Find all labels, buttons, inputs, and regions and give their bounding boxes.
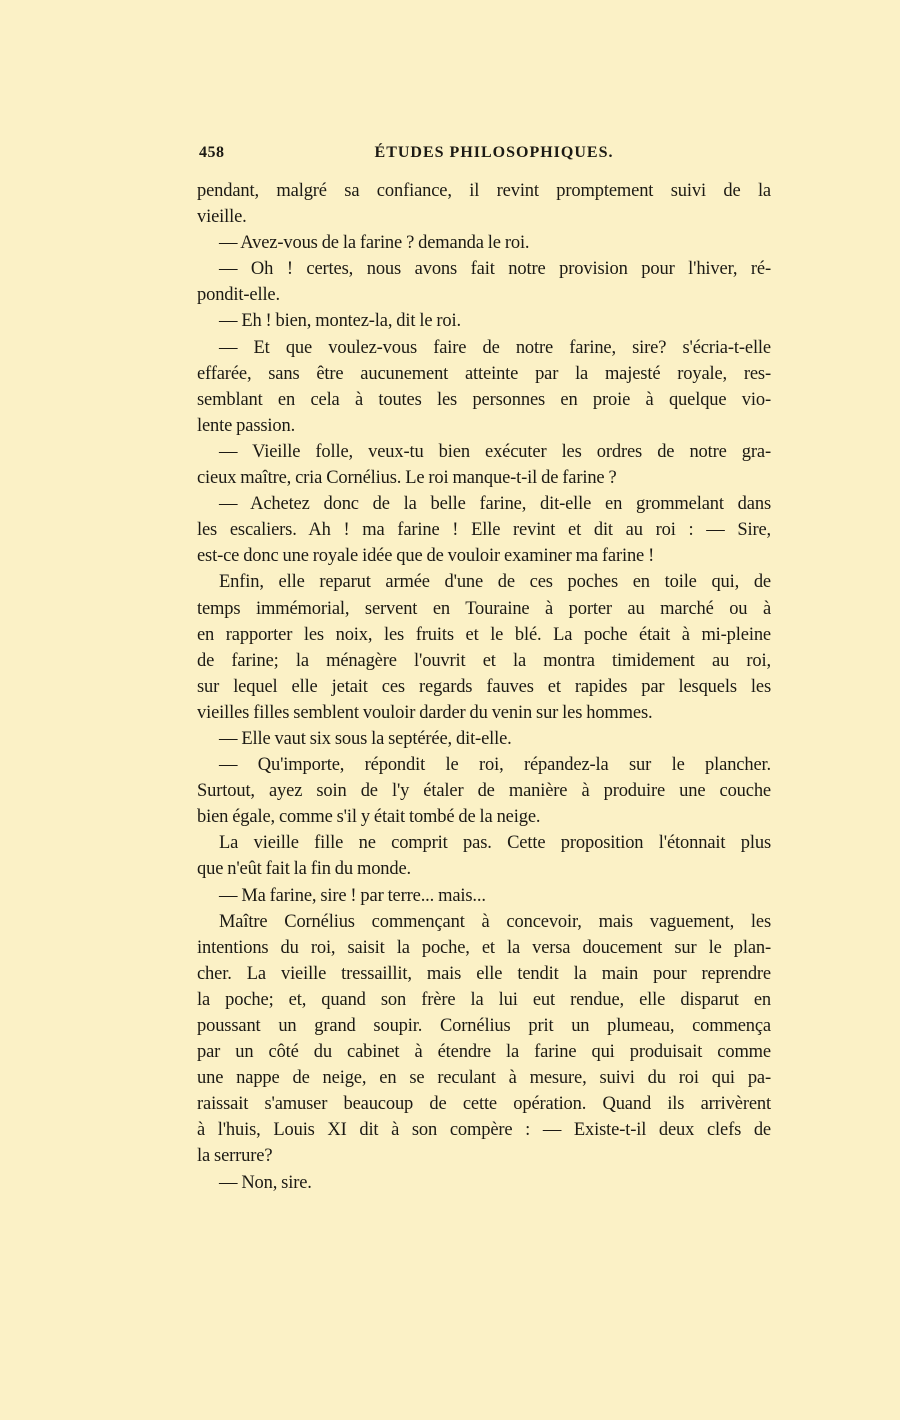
text-line: raissait s'amuser beaucoup de cette opération. Quand ils arrivèrent <box>197 1094 771 1115</box>
text-line: semblant en cela à toutes les personnes en proie à quelque vio- <box>197 389 771 410</box>
text-line: en rapporter les noix, les fruits et le blé. La poche était à mi-pleine <box>197 624 771 645</box>
text-line: cieux maître, cria Cornélius. Le roi manque-t-il de farine ? <box>197 468 617 489</box>
text-line: Maître Cornélius commençant à concevoir, mais vaguement, les <box>219 911 771 932</box>
paragraph <box>197 230 771 256</box>
paragraph <box>197 256 771 308</box>
paragraph <box>197 909 771 1170</box>
text-line: La vieille fille ne comprit pas. Cette proposition l'étonnait plus <box>219 833 771 854</box>
text-line: intentions du roi, saisit la poche, et la versa doucement sur le plan- <box>197 937 771 958</box>
text-line: à l'huis, Louis XI dit à son compère : — Existe-t-il deux clefs de <box>197 1120 771 1141</box>
text-line: les escaliers. Ah ! ma farine ! Elle revint et dit au roi : — Sire, <box>197 520 771 541</box>
text-line: est-ce donc une royale idée que de vouloir examiner ma farine ! <box>197 546 655 567</box>
text-line: — Eh ! bien, montez-la, dit le roi. <box>219 311 461 332</box>
paragraph <box>197 830 771 882</box>
text-line: poussant un grand soupir. Cornélius prit un plumeau, commença <box>197 1016 771 1036</box>
paragraph <box>197 752 771 830</box>
paragraph <box>197 178 771 230</box>
text-line: — Achetez donc de la belle farine, dit-elle en grommelant dans <box>219 494 771 515</box>
text-line: lente passion. <box>197 415 296 436</box>
paragraph <box>197 491 771 569</box>
text-line: — Elle vaut six sous la septérée, dit-elle. <box>219 728 512 749</box>
page-body-text <box>197 178 771 1196</box>
paragraph <box>197 726 771 752</box>
text-line: effarée, sans être aucunement atteinte par la majesté royale, res- <box>197 363 771 384</box>
page-header <box>197 144 771 168</box>
text-line: — Vieille folle, veux-tu bien exécuter les ordres de notre gra- <box>219 441 771 462</box>
paragraph <box>197 569 771 726</box>
paragraph <box>197 335 771 439</box>
text-line: vieille. <box>197 207 247 228</box>
text-line: pendant, malgré sa confiance, il revint promptement suivi de la <box>197 181 771 201</box>
paragraph <box>197 883 771 909</box>
text-line: la serrure? <box>197 1146 273 1167</box>
running-title: ÉTUDES PHILOSOPHIQUES. <box>374 144 614 161</box>
page-number: 458 <box>199 144 225 161</box>
text-line: — Et que voulez-vous faire de notre farine, sire? s'écria-t-elle <box>219 337 771 358</box>
paragraph <box>197 308 771 334</box>
text-line: cher. La vieille tressaillit, mais elle tendit la main pour reprendre <box>197 963 771 984</box>
text-line: — Non, sire. <box>219 1172 312 1193</box>
text-line: Enfin, elle reparut armée d'une de ces poches en toile qui, de <box>219 572 771 593</box>
text-line: — Qu'importe, répondit le roi, répandez-la sur le plancher. <box>219 755 771 776</box>
text-line: — Oh ! certes, nous avons fait notre provision pour l'hiver, ré- <box>219 259 771 280</box>
text-line: bien égale, comme s'il y était tombé de la neige. <box>197 807 541 828</box>
text-line: une nappe de neige, en se reculant à mesure, suivi du roi qui pa- <box>197 1068 771 1089</box>
text-line: vieilles filles semblent vouloir darder du venin sur les hommes. <box>197 702 653 723</box>
text-line: — Ma farine, sire ! par terre... mais... <box>219 885 486 906</box>
text-line: pondit-elle. <box>197 285 280 306</box>
paragraph <box>197 1170 771 1196</box>
paragraph <box>197 439 771 491</box>
text-line: que n'eût fait la fin du monde. <box>197 859 412 880</box>
text-line: sur lequel elle jetait ces regards fauves et rapides par lesquels les <box>197 676 771 697</box>
text-line: temps immémorial, servent en Touraine à porter au marché ou à <box>197 598 771 619</box>
text-line: la poche; et, quand son frère la lui eut rendue, elle disparut en <box>197 989 771 1010</box>
text-line: de farine; la ménagère l'ouvrit et la montra timidement au roi, <box>197 650 771 671</box>
text-line: — Avez-vous de la farine ? demanda le roi. <box>219 233 530 254</box>
text-line: par un côté du cabinet à étendre la farine qui produisait comme <box>197 1042 771 1063</box>
text-line: Surtout, ayez soin de l'y étaler de manière à produire une couche <box>197 781 771 802</box>
